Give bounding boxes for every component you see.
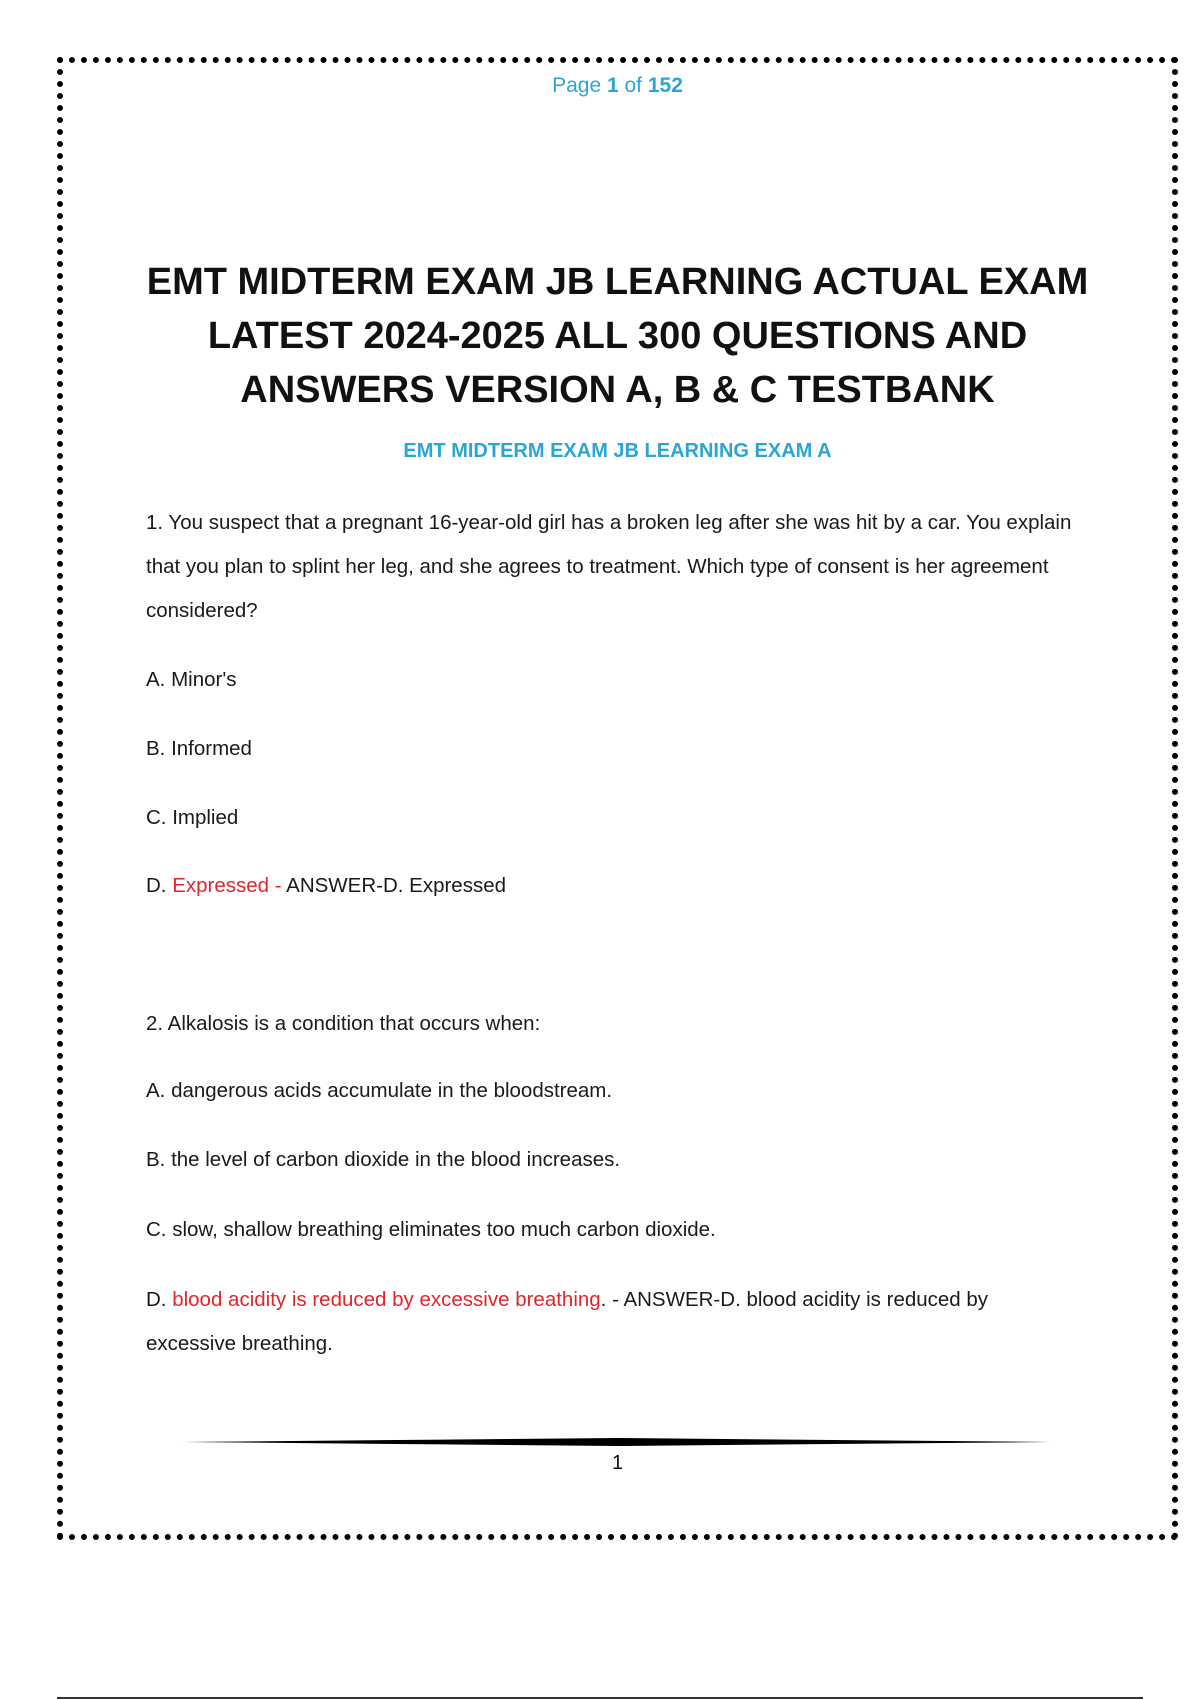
current-page: 1 bbox=[606, 74, 619, 97]
highlighted-answer: blood acidity is reduced by excessive breathing bbox=[172, 1288, 601, 1311]
question-1-text: 1. You suspect that a pregnant 16-year-old girl has a broken leg after she was hit by a car. You explain that you plan to splint her leg, and she agrees to treatment. Which type of consent is her agreement considered? bbox=[146, 511, 1072, 622]
option-text: A. dangerous acids accumulate in the bloodstream. bbox=[146, 1079, 613, 1102]
question-2 bbox=[146, 1009, 1076, 1039]
question-2-option-a bbox=[146, 1076, 1076, 1106]
option-text: B. Informed bbox=[146, 737, 252, 760]
page-counter: Page 1 of 152 bbox=[552, 74, 683, 97]
option-text bbox=[146, 1278, 1076, 1366]
document-title bbox=[130, 255, 1105, 417]
question-1-option-b bbox=[146, 734, 1076, 764]
option-prefix: D. bbox=[146, 1288, 173, 1311]
option-text: A. Minor's bbox=[146, 668, 237, 691]
page-number: 1 bbox=[611, 1452, 624, 1474]
option-text: B. the level of carbon dioxide in the blood increases. bbox=[146, 1148, 621, 1171]
exam-subtitle: EMT MIDTERM EXAM JB LEARNING EXAM A bbox=[403, 440, 832, 462]
option-text: C. Implied bbox=[146, 806, 239, 829]
question-1-option-d bbox=[146, 871, 1076, 901]
option-text: C. slow, shallow breathing eliminates too much carbon dioxide. bbox=[146, 1218, 716, 1241]
option-prefix: D. bbox=[146, 874, 173, 897]
question-1-option-c bbox=[146, 803, 1076, 833]
title-line-3: ANSWERS VERSION A, B & C TESTBANK bbox=[240, 369, 995, 411]
answer-key: ANSWER-D. Expressed bbox=[281, 874, 507, 897]
bottom-divider bbox=[57, 1697, 1143, 1699]
highlighted-answer: Expressed - bbox=[172, 874, 282, 897]
answer-key: . - ANSWER-D. blood acidity is reduced by excessive breathing. bbox=[146, 1288, 989, 1355]
question-2-option-c bbox=[146, 1215, 1076, 1245]
question-2-text: 2. Alkalosis is a condition that occurs when: bbox=[146, 1012, 541, 1035]
title-line-2: LATEST 2024-2025 ALL 300 QUESTIONS AND bbox=[207, 315, 1028, 357]
title-line-1: EMT MIDTERM EXAM JB LEARNING ACTUAL EXAM bbox=[146, 261, 1089, 303]
question-1 bbox=[146, 501, 1076, 633]
question-2-option-b bbox=[146, 1145, 1076, 1175]
total-pages: 152 bbox=[647, 74, 683, 97]
option-text bbox=[146, 871, 1076, 901]
question-1-option-a bbox=[146, 665, 1076, 695]
question-2-option-d bbox=[146, 1278, 1076, 1366]
